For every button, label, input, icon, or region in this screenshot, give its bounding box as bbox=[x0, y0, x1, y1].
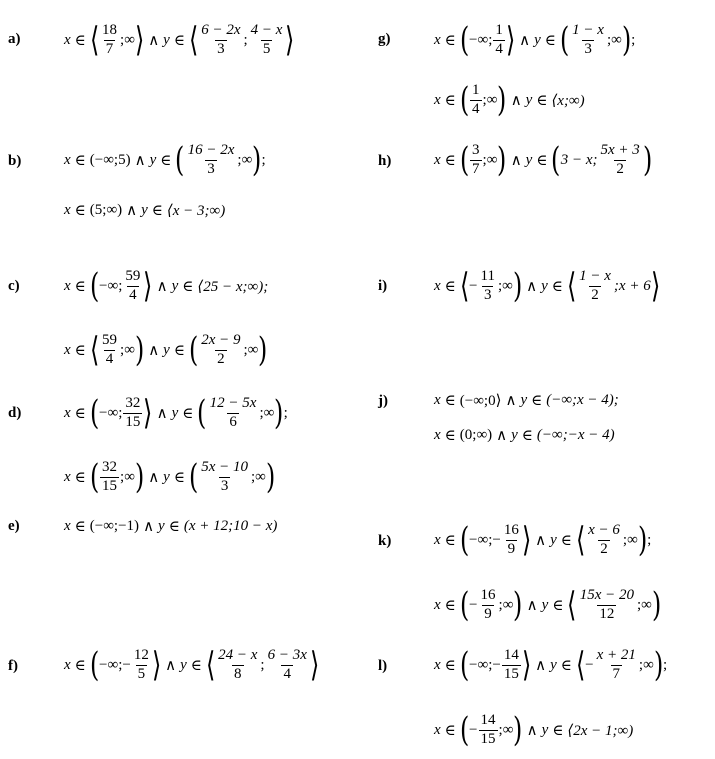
bracket: ( bbox=[459, 80, 470, 120]
bracket: ) bbox=[258, 330, 268, 370]
bracket: ⟨ bbox=[89, 20, 100, 60]
interval: ⟨2x − 1;∞) bbox=[567, 722, 634, 739]
solution-a-line-1: x ∈ ⟨ $\frac{18}{7}$ ; ∞ ⟩ ∧ y ∈ ⟨ $\frac{6 - 2x}{3}$ ; $\frac{4 - x}{5}$ ⟩ bbox=[64, 20, 295, 60]
fraction: $\frac{x + 21}{7}$ bbox=[596, 646, 636, 682]
elem-of: ∈ bbox=[74, 32, 86, 49]
problem-label-j: j) bbox=[378, 393, 388, 409]
problem-label-f: f) bbox=[8, 658, 18, 674]
fraction: $\frac{1}{4}$ bbox=[472, 81, 480, 117]
solution-d-line-2: x ∈ ( $\frac{32}{15}$ ; ∞ ) ∧ y ∈ ( $\frac{5x - 10}{3}$ ; ∞ ) bbox=[64, 457, 276, 497]
problem-label-h: h) bbox=[378, 153, 392, 169]
solution-d-line-1: x ∈ ( −∞; $\frac{32}{15}$ ⟩ ∧ y ∈ ( $\frac{12 - 5x}{6}$ ; ∞ ) ; bbox=[64, 393, 288, 433]
bracket: ( bbox=[89, 393, 100, 433]
bracket: ( bbox=[459, 520, 470, 560]
problem-label-i: i) bbox=[378, 278, 388, 294]
bracket: ) bbox=[134, 457, 145, 497]
solution-j-line-2: x ∈ (0;∞) ∧ y ∈ (−∞;−x − 4) bbox=[434, 426, 615, 444]
fraction: $\frac{5x + 3}{2}$ bbox=[600, 141, 640, 177]
interval: ⟨25 − x;∞); bbox=[197, 278, 269, 295]
fraction: $\frac{59}{4}$ bbox=[125, 267, 141, 303]
solution-g-line-2: x ∈ ( $\frac{1}{4}$ ; ∞ ) ∧ y ∈ ⟨x;∞) bbox=[434, 80, 585, 120]
and-symbol: ∧ bbox=[148, 32, 160, 49]
solution-i-line-1: x ∈ ⟨ − $\frac{11}{3}$ ; ∞ ) ∧ y ∈ ⟨ $\frac{1 - x}{2}$ ;x + 6 ⟩ bbox=[434, 266, 660, 306]
bracket: ⟨ bbox=[575, 520, 586, 560]
solution-b-line-1: x ∈ (−∞;5) ∧ y ∈ ( $\frac{16 - 2x}{3}$ ; ∞ ) ; bbox=[64, 140, 266, 180]
interval: (x + 12;10 − x) bbox=[183, 517, 278, 534]
bracket: ⟨ bbox=[205, 645, 216, 685]
var-y: y bbox=[163, 31, 170, 48]
interval: ⟨x − 3;∞) bbox=[166, 202, 226, 219]
interval: (−∞;x − 4); bbox=[546, 391, 619, 408]
bracket: ⟩ bbox=[505, 20, 516, 60]
bracket: ) bbox=[512, 266, 523, 306]
problem-label-c: c) bbox=[8, 278, 20, 294]
interval: (−∞;−x − 4) bbox=[536, 426, 615, 443]
fraction: $\frac{2x - 9}{2}$ bbox=[201, 331, 241, 367]
bracket: ( bbox=[89, 457, 100, 497]
bracket: ⟨ bbox=[575, 645, 586, 685]
bracket: ( bbox=[459, 140, 470, 180]
fraction: $\frac{1 - x}{2}$ bbox=[579, 267, 611, 303]
interval: (−∞;5) bbox=[89, 151, 131, 168]
bracket: ) bbox=[621, 20, 632, 60]
bracket: ) bbox=[265, 457, 276, 497]
fraction: $\frac{14}{15}$ bbox=[503, 646, 519, 682]
bracket: ( bbox=[188, 457, 199, 497]
problem-label-e: e) bbox=[8, 518, 20, 534]
fraction: $\frac{16 - 2x}{3}$ bbox=[187, 141, 235, 177]
bracket: ( bbox=[459, 710, 470, 750]
bracket: ) bbox=[134, 330, 145, 370]
bracket: ⟩ bbox=[151, 645, 162, 685]
fraction: $\frac{6 - 2x}{3}$ bbox=[201, 21, 241, 57]
fraction: $\frac{1}{4}$ bbox=[495, 21, 503, 57]
fraction: $\frac{12}{5}$ bbox=[133, 646, 149, 682]
bracket: ) bbox=[252, 140, 262, 180]
bracket: ) bbox=[642, 140, 653, 180]
solution-e-line-1: x ∈ (−∞;−1) ∧ y ∈ (x + 12;10 − x) bbox=[64, 517, 278, 535]
bracket: ( bbox=[89, 645, 100, 685]
bracket: ) bbox=[497, 80, 507, 120]
fraction: $\frac{32}{15}$ bbox=[102, 458, 118, 494]
problem-label-k: k) bbox=[378, 533, 392, 549]
bracket: ⟩ bbox=[143, 393, 153, 433]
fraction: $\frac{32}{15}$ bbox=[125, 394, 141, 430]
fraction: $\frac{59}{4}$ bbox=[102, 331, 118, 367]
problem-label-l: l) bbox=[378, 658, 388, 674]
bracket: ⟩ bbox=[650, 266, 660, 306]
problem-label-a: a) bbox=[8, 31, 21, 47]
fraction: $\frac{16}{9}$ bbox=[480, 586, 496, 622]
bracket: ⟩ bbox=[134, 20, 145, 60]
solution-k-line-1: x ∈ ( −∞; − $\frac{16}{9}$ ⟩ ∧ y ∈ ⟨ $\frac{x - 6}{2}$ ; ∞ ) ; bbox=[434, 520, 652, 560]
solution-h-line-1: x ∈ ( $\frac{3}{7}$ ; ∞ ) ∧ y ∈ ( 3 − x; $\frac{5x + 3}{2}$ ) bbox=[434, 140, 653, 180]
bracket: ⟩ bbox=[521, 520, 532, 560]
interval: ⟨x;∞) bbox=[551, 92, 585, 109]
fraction: $\frac{14}{15}$ bbox=[480, 711, 496, 747]
bracket: ( bbox=[197, 393, 207, 433]
solution-l-line-1: x ∈ ( −∞; − $\frac{14}{15}$ ⟩ ∧ y ∈ ⟨ − $\frac{x + 21}{7}$ ; ∞ ) ; bbox=[434, 645, 668, 685]
fraction: $\frac{18}{7}$ bbox=[102, 21, 118, 57]
fraction: $\frac{5x - 10}{3}$ bbox=[201, 458, 248, 494]
bracket: ) bbox=[497, 140, 507, 180]
solution-b-line-2: x ∈ (5;∞) ∧ y ∈ ⟨x − 3;∞) bbox=[64, 201, 226, 219]
fraction: $\frac{16}{9}$ bbox=[503, 521, 519, 557]
bracket: ⟨ bbox=[567, 585, 577, 625]
bracket: ( bbox=[559, 20, 570, 60]
bracket: ( bbox=[188, 330, 199, 370]
problem-label-g: g) bbox=[378, 31, 391, 47]
solution-g-line-1: x ∈ ( −∞; $\frac{1}{4}$ ⟩ ∧ y ∈ ( $\frac{1 - x}{3}$ ; ∞ ) ; bbox=[434, 20, 636, 60]
fraction: $\frac{4 - x}{5}$ bbox=[250, 21, 283, 57]
bracket: ⟩ bbox=[143, 266, 153, 306]
bracket: ) bbox=[653, 645, 664, 685]
fraction: $\frac{24 - x}{8}$ bbox=[218, 646, 258, 682]
bracket: ⟨ bbox=[188, 20, 199, 60]
bracket: ( bbox=[89, 266, 100, 306]
problem-label-b: b) bbox=[8, 153, 22, 169]
bracket: ) bbox=[637, 520, 648, 560]
fraction: $\frac{1 - x}{3}$ bbox=[572, 21, 604, 57]
bracket: ( bbox=[459, 645, 470, 685]
bracket: ) bbox=[513, 710, 523, 750]
bracket: ⟩ bbox=[285, 20, 295, 60]
solution-f-line-1: x ∈ ( −∞; − $\frac{12}{5}$ ⟩ ∧ y ∈ ⟨ $\frac{24 - x}{8}$ ; $\frac{6 - 3x}{4}$ ⟩ bbox=[64, 645, 320, 685]
bracket: ⟨ bbox=[89, 330, 100, 370]
interval: (0;∞) bbox=[459, 426, 493, 443]
fraction: $\frac{x - 6}{2}$ bbox=[588, 521, 620, 557]
solution-l-line-2: x ∈ ( − $\frac{14}{15}$ ; ∞ ) ∧ y ∈ ⟨2x − 1;∞) bbox=[434, 710, 634, 750]
bracket: ⟩ bbox=[309, 645, 320, 685]
bracket: ( bbox=[551, 140, 561, 180]
bracket: ( bbox=[459, 20, 470, 60]
interval: (−∞;0⟩ bbox=[459, 392, 502, 409]
fraction: $\frac{3}{7}$ bbox=[472, 141, 480, 177]
solution-c-line-2: x ∈ ⟨ $\frac{59}{4}$ ; ∞ ) ∧ y ∈ ( $\frac{2x - 9}{2}$ ; ∞ ) bbox=[64, 330, 268, 370]
problem-label-d: d) bbox=[8, 405, 22, 421]
bracket: ) bbox=[651, 585, 662, 625]
fraction: $\frac{11}{3}$ bbox=[480, 267, 495, 303]
bracket: ( bbox=[459, 585, 470, 625]
bracket: ) bbox=[513, 585, 523, 625]
fraction: $\frac{15x - 20}{12}$ bbox=[579, 586, 634, 622]
var-x: x bbox=[64, 31, 71, 48]
solution-k-line-2: x ∈ ( − $\frac{16}{9}$ ; ∞ ) ∧ y ∈ ⟨ $\frac{15x - 20}{12}$ ; ∞ ) bbox=[434, 585, 662, 625]
bracket: ) bbox=[274, 393, 284, 433]
bracket: ⟨ bbox=[566, 266, 577, 306]
bracket: ⟨ bbox=[459, 266, 470, 306]
solution-c-line-1: x ∈ ( −∞; $\frac{59}{4}$ ⟩ ∧ y ∈ ⟨25 − x;∞); bbox=[64, 266, 269, 306]
solution-j-line-1: x ∈ (−∞;0⟩ ∧ y ∈ (−∞;x − 4); bbox=[434, 391, 619, 409]
fraction: $\frac{6 - 3x}{4}$ bbox=[267, 646, 307, 682]
fraction: $\frac{12 - 5x}{6}$ bbox=[209, 394, 257, 430]
bracket: ( bbox=[175, 140, 185, 180]
interval: (5;∞) bbox=[89, 201, 123, 218]
bracket: ⟩ bbox=[521, 645, 532, 685]
interval: (−∞;−1) bbox=[89, 517, 140, 534]
